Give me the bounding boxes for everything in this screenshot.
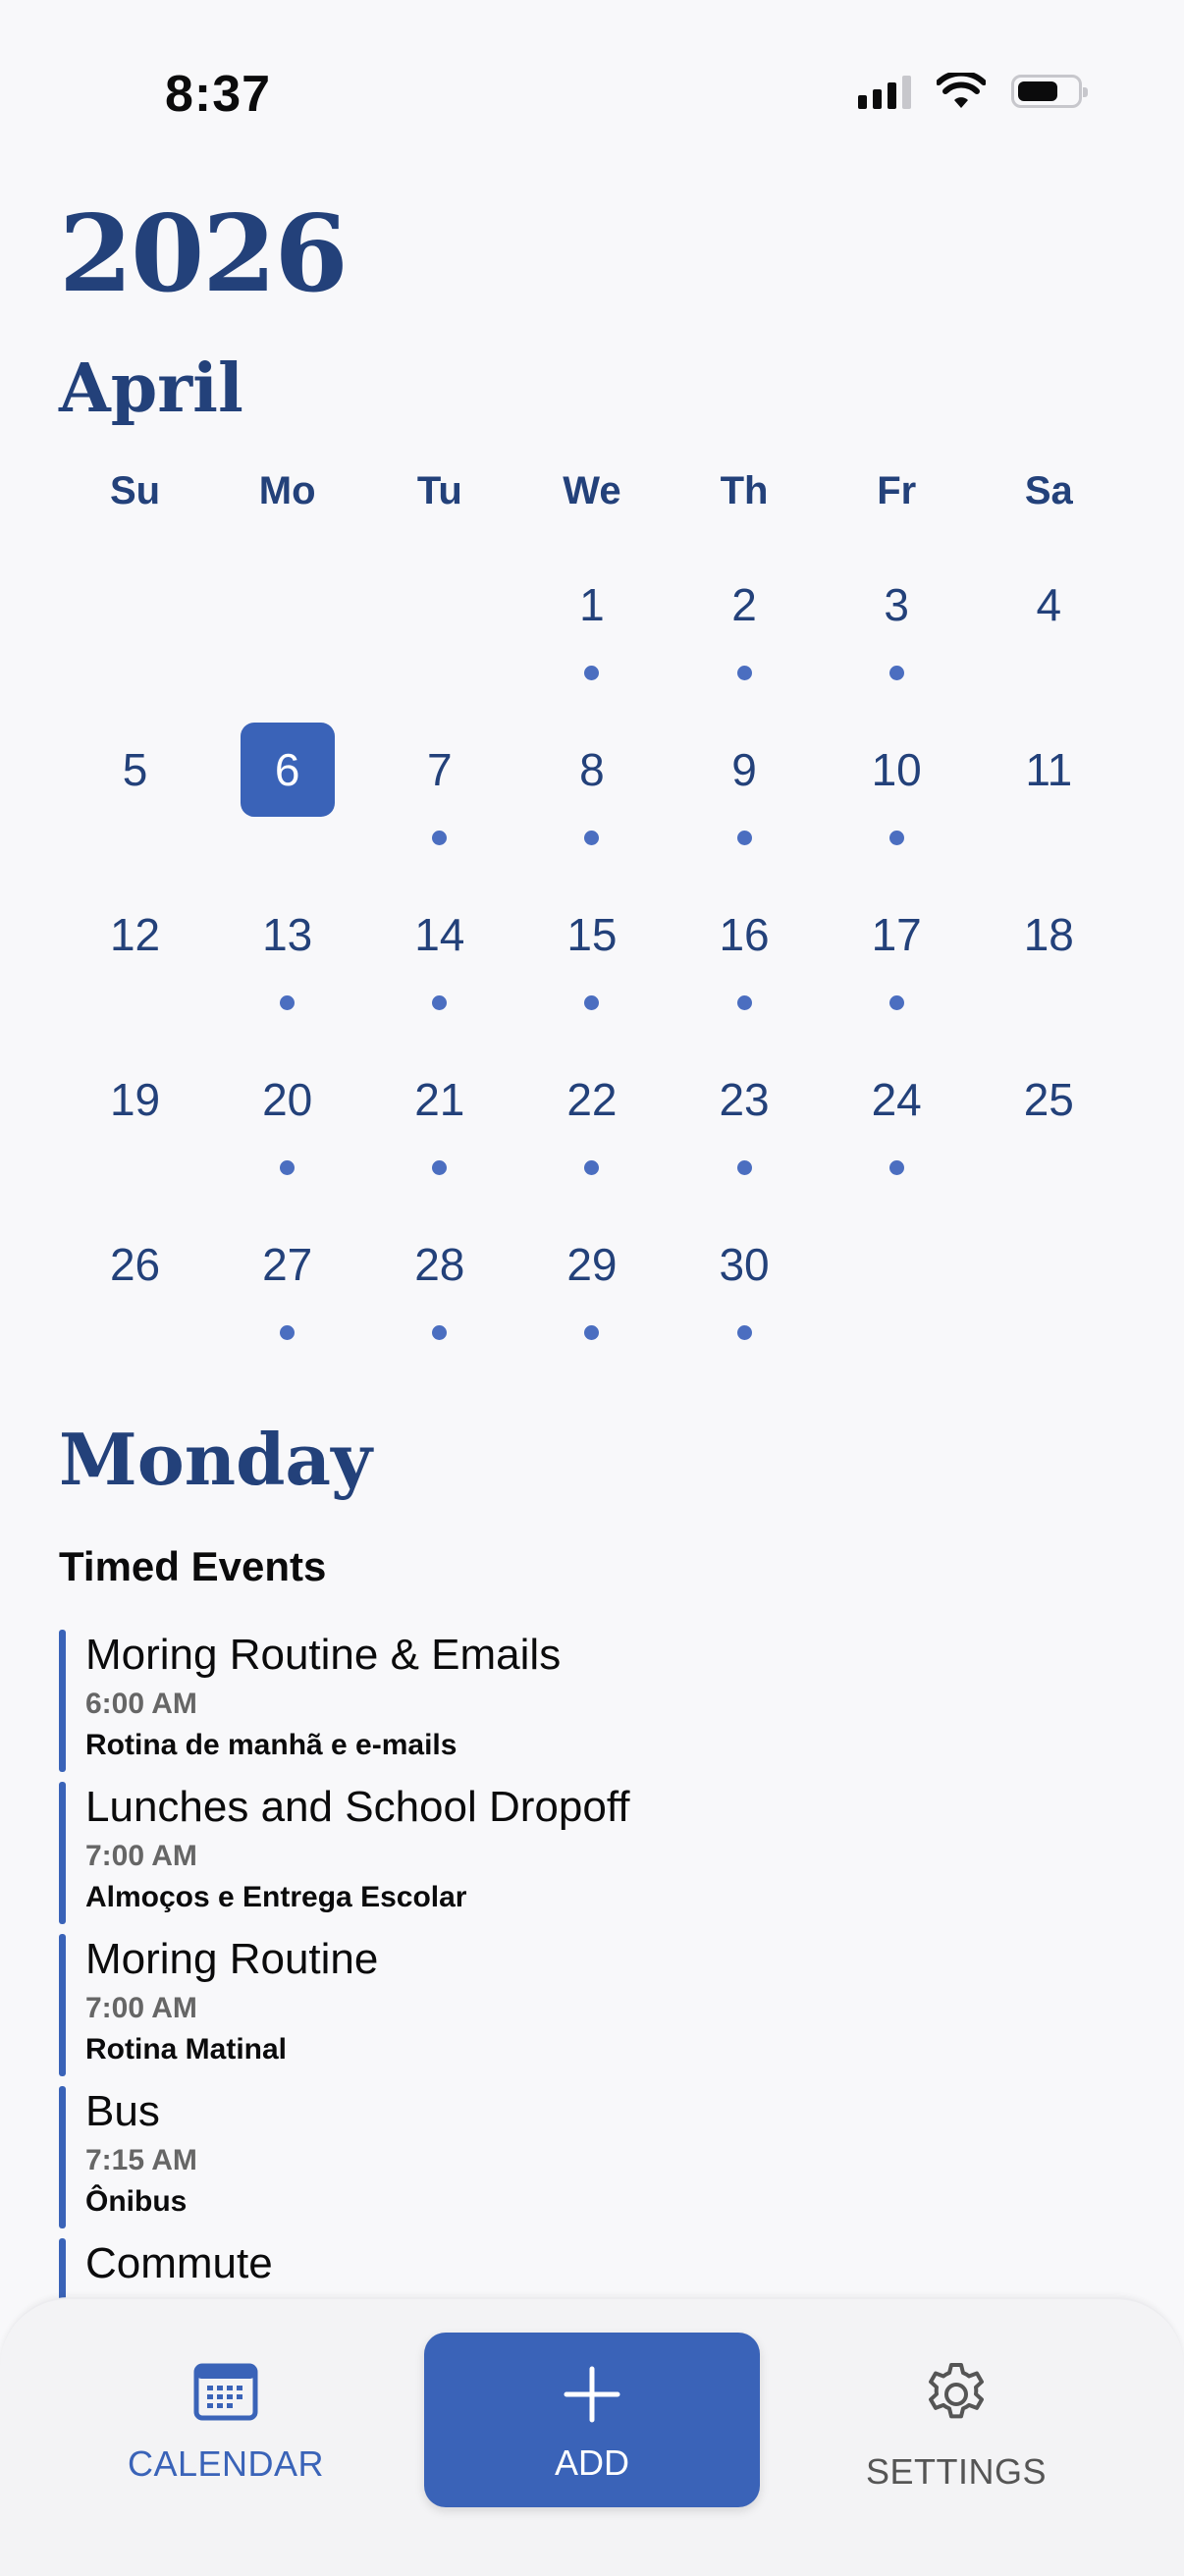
calendar-icon — [193, 2360, 258, 2421]
day-cell[interactable] — [515, 734, 668, 899]
event-item[interactable] — [59, 1780, 1041, 1932]
day-number: 17 — [871, 909, 922, 960]
selected-day-name: Monday — [59, 1418, 372, 1501]
year-title: 2026 — [59, 192, 347, 316]
day-cell[interactable] — [515, 569, 668, 734]
day-cell[interactable] — [59, 899, 211, 1064]
day-number: 29 — [566, 1239, 618, 1290]
day-cell-selected[interactable] — [211, 734, 363, 899]
event-indicator-dot — [889, 831, 904, 845]
event-indicator-dot — [432, 995, 447, 1010]
day-number: 26 — [109, 1239, 161, 1290]
event-indicator-dot — [280, 1160, 295, 1175]
day-cell[interactable] — [669, 899, 821, 1064]
event-time: 6:00 AM — [85, 1688, 197, 1720]
day-cell[interactable] — [515, 899, 668, 1064]
event-title: Moring Routine & Emails — [85, 1631, 562, 1679]
day-cell[interactable] — [973, 569, 1125, 734]
event-indicator-dot — [432, 1160, 447, 1175]
tab-settings-label: SETTINGS — [865, 2451, 1048, 2492]
day-number: 23 — [719, 1074, 770, 1125]
plus-icon — [424, 2354, 760, 2437]
day-number: 28 — [414, 1239, 465, 1290]
day-number: 8 — [579, 744, 605, 795]
weekday-label: Tu — [416, 469, 462, 512]
weekday-header — [59, 469, 1125, 513]
day-number: 4 — [1036, 579, 1062, 630]
day-number: 3 — [884, 579, 909, 630]
day-number: 19 — [109, 1074, 161, 1125]
day-number: 27 — [262, 1239, 313, 1290]
day-cell[interactable] — [973, 1064, 1125, 1229]
event-indicator-dot — [889, 1160, 904, 1175]
event-indicator-dot — [737, 1160, 752, 1175]
event-title: Commute — [85, 2239, 273, 2287]
event-indicator-dot — [584, 1325, 599, 1340]
day-number: 16 — [719, 909, 770, 960]
event-indicator-dot — [737, 1325, 752, 1340]
day-number: 14 — [414, 909, 465, 960]
event-subtitle: Rotina de manhã e e-mails — [85, 1729, 457, 1761]
day-number: 22 — [566, 1074, 618, 1125]
event-title: Bus — [85, 2087, 160, 2135]
day-cell[interactable] — [669, 569, 821, 734]
event-indicator-dot — [584, 666, 599, 680]
day-number: 11 — [1025, 744, 1073, 795]
day-cell[interactable] — [363, 1229, 515, 1394]
gear-icon — [922, 2360, 991, 2429]
day-cell[interactable] — [363, 1064, 515, 1229]
day-cell[interactable] — [59, 734, 211, 899]
event-time: 7:00 AM — [85, 1840, 197, 1872]
add-button[interactable] — [424, 2333, 760, 2507]
day-cell[interactable] — [363, 899, 515, 1064]
day-number: 13 — [262, 909, 313, 960]
day-cell[interactable] — [515, 1064, 668, 1229]
day-cell[interactable] — [211, 899, 363, 1064]
event-item[interactable] — [59, 1628, 1041, 1780]
day-cell[interactable] — [211, 1064, 363, 1229]
day-cell[interactable] — [211, 1229, 363, 1394]
bottom-tab-bar — [0, 2297, 1184, 2576]
day-cell[interactable] — [669, 1229, 821, 1394]
day-number: 20 — [262, 1074, 313, 1125]
day-cell[interactable] — [821, 734, 973, 899]
day-number: 18 — [1023, 909, 1074, 960]
add-button-label: ADD — [554, 2442, 629, 2483]
event-indicator-dot — [280, 995, 295, 1010]
event-color-bar — [59, 2086, 66, 2228]
day-number: 2 — [731, 579, 757, 630]
event-title: Lunches and School Dropoff — [85, 1783, 630, 1831]
weekday-label: We — [563, 469, 621, 512]
event-indicator-dot — [737, 995, 752, 1010]
day-cell[interactable] — [669, 734, 821, 899]
tab-calendar[interactable] — [128, 2360, 324, 2485]
event-indicator-dot — [584, 1160, 599, 1175]
day-number: 21 — [414, 1074, 465, 1125]
day-number: 12 — [109, 909, 161, 960]
day-number: 15 — [566, 909, 618, 960]
event-indicator-dot — [584, 995, 599, 1010]
month-title: April — [59, 349, 243, 428]
event-color-bar — [59, 1934, 66, 2076]
weekday-label: Su — [110, 469, 161, 512]
timed-events-heading: Timed Events — [59, 1543, 327, 1589]
event-title: Moring Routine — [85, 1935, 379, 1983]
day-number: 6 — [241, 723, 335, 817]
weekday-label: Th — [720, 469, 769, 512]
weekday-label: Sa — [1024, 469, 1073, 512]
event-subtitle: Rotina Matinal — [85, 2033, 288, 2066]
empty-day-cell — [59, 569, 211, 734]
cellular-signal-icon — [858, 74, 911, 109]
event-item[interactable] — [59, 2084, 1041, 2236]
event-indicator-dot — [280, 1325, 295, 1340]
event-indicator-dot — [432, 1325, 447, 1340]
day-number: 9 — [731, 744, 757, 795]
day-cell[interactable] — [821, 899, 973, 1064]
tab-settings[interactable] — [858, 2360, 1054, 2493]
empty-day-cell — [211, 569, 363, 734]
event-subtitle: Almoços e Entrega Escolar — [85, 1881, 467, 1913]
event-indicator-dot — [889, 995, 904, 1010]
tab-calendar-label: CALENDAR — [128, 2443, 325, 2484]
day-number: 10 — [871, 744, 922, 795]
event-indicator-dot — [737, 831, 752, 845]
day-cell[interactable] — [363, 734, 515, 899]
day-cell[interactable] — [973, 734, 1125, 899]
day-cell[interactable] — [821, 1064, 973, 1229]
event-color-bar — [59, 1782, 66, 1924]
event-item[interactable] — [59, 1932, 1041, 2084]
event-list — [59, 1628, 1041, 2388]
day-cell[interactable] — [669, 1064, 821, 1229]
day-cell[interactable] — [973, 899, 1125, 1064]
weekday-label: Fr — [877, 469, 917, 512]
event-color-bar — [59, 1630, 66, 1772]
day-number: 1 — [579, 579, 605, 630]
calendar-grid — [59, 569, 1125, 1394]
status-time: 8:37 — [165, 66, 272, 123]
event-indicator-dot — [432, 831, 447, 845]
day-cell[interactable] — [821, 569, 973, 734]
day-cell[interactable] — [59, 1229, 211, 1394]
event-subtitle: Ônibus — [85, 2185, 188, 2218]
day-number: 7 — [427, 744, 453, 795]
empty-day-cell — [363, 569, 515, 734]
battery-icon — [1011, 75, 1082, 108]
day-number: 5 — [122, 744, 148, 795]
weekday-label: Mo — [258, 469, 316, 512]
day-cell[interactable] — [515, 1229, 668, 1394]
status-icons — [858, 73, 1082, 110]
wifi-icon — [937, 73, 986, 110]
event-time: 7:15 AM — [85, 2144, 197, 2176]
event-indicator-dot — [737, 666, 752, 680]
day-number: 25 — [1023, 1074, 1074, 1125]
day-cell[interactable] — [59, 1064, 211, 1229]
day-number: 24 — [871, 1074, 922, 1125]
event-time: 7:00 AM — [85, 1992, 197, 2024]
event-indicator-dot — [889, 666, 904, 680]
event-indicator-dot — [584, 831, 599, 845]
day-number: 30 — [719, 1239, 770, 1290]
